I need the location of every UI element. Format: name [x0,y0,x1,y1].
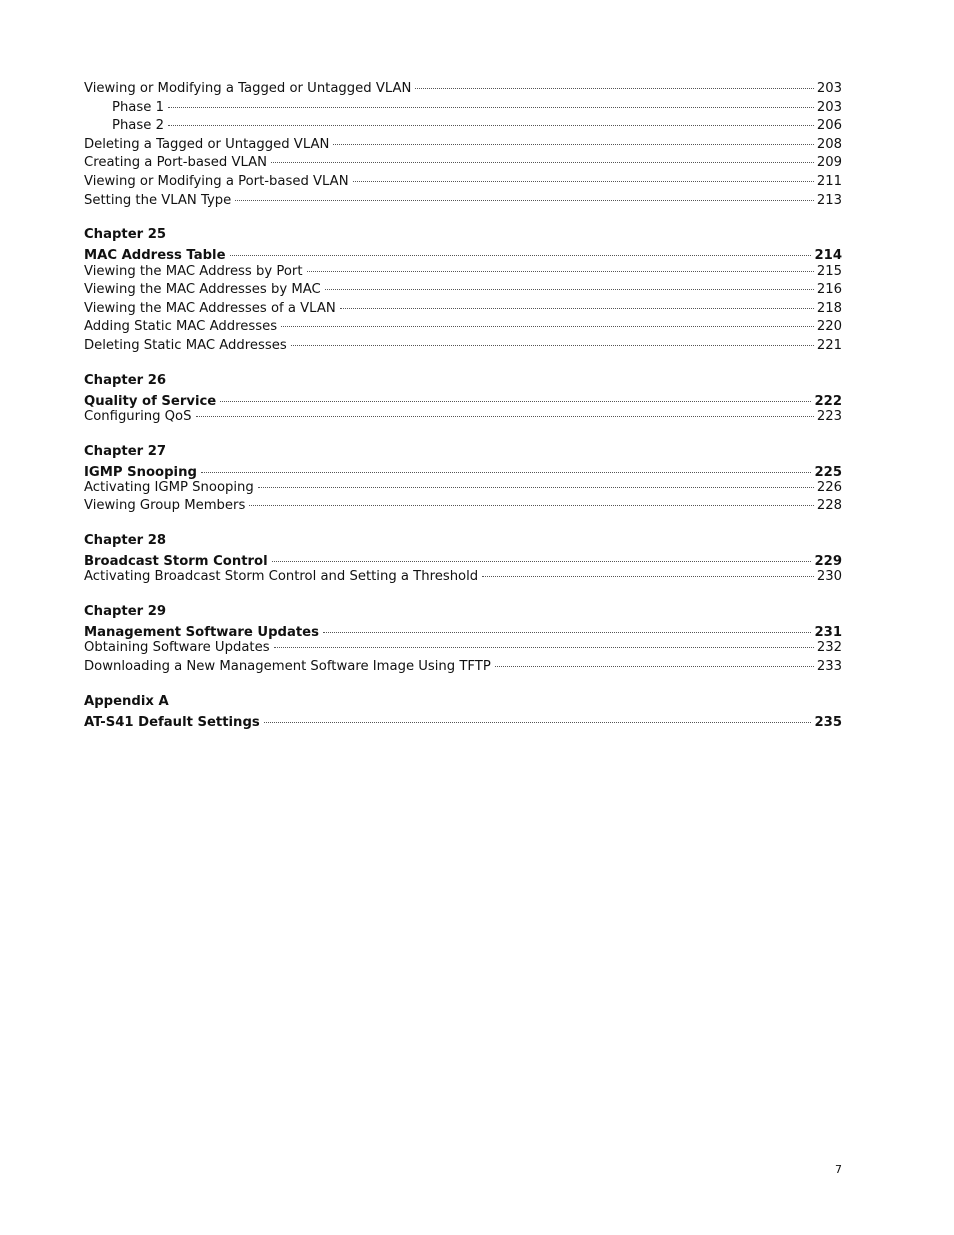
appendix-heading: Appendix A [84,693,169,709]
toc-entry-page: 211 [816,173,842,189]
dot-leader [274,647,814,648]
toc-entry-page: 218 [816,300,842,316]
toc-entry-page: 203 [816,81,842,96]
chapter-title-entry[interactable] [84,553,842,568]
toc-entry-label: Adding Static MAC Addresses [84,319,278,335]
dot-leader [353,181,814,182]
toc-entry[interactable] [84,479,842,498]
toc-entry[interactable] [84,337,842,356]
dot-leader [220,401,811,402]
toc-entry-label: Activating Broadcast Storm Control and Setting a Threshold [84,569,479,585]
toc-subentry[interactable] [84,99,842,118]
chapter-title: Management Software Updates [84,625,319,641]
dot-leader [340,308,814,309]
toc-entry-page: 206 [816,118,842,134]
page-number: 7 [835,1163,842,1176]
toc-entry[interactable] [84,658,842,677]
toc-subentry[interactable] [84,117,842,136]
toc-entry-page: 229 [814,554,842,570]
toc-entry-page: 222 [814,393,842,409]
chapter-title-entry[interactable] [84,624,842,639]
toc-entry-label: Deleting Static MAC Addresses [84,337,287,353]
dot-leader [272,561,812,562]
toc-entry-label: Creating a Port-based VLAN [84,155,268,171]
toc-entry-label: Activating IGMP Snooping [84,479,254,495]
dot-leader [281,326,814,327]
table-of-contents [84,80,842,729]
dot-leader [196,416,814,417]
toc-entry[interactable] [84,80,842,99]
chapter-title: Broadcast Storm Control [84,554,268,570]
appendix-title: AT-S41 Default Settings [84,714,260,730]
toc-entry-label: Obtaining Software Updates [84,640,270,656]
chapter-heading: Chapter 26 [84,372,167,388]
toc-entry-label: Viewing the MAC Addresses by MAC [84,282,321,298]
toc-entry-label: Viewing Group Members [84,498,246,514]
toc-entry-page: 213 [816,192,842,208]
toc-entry[interactable] [84,173,842,192]
dot-leader [323,632,812,633]
appendix-title-entry[interactable] [84,714,842,729]
toc-entry[interactable] [84,318,842,337]
toc-entry-page: 203 [816,99,842,115]
toc-entry-page: 231 [814,625,842,641]
toc-entry[interactable] [84,281,842,300]
toc-entry[interactable] [84,192,842,211]
dot-leader [325,289,814,290]
toc-entry-label: Downloading a New Management Software Image Using TFTP [84,659,491,675]
chapter-title: IGMP Snooping [84,464,197,480]
toc-entry-page: 232 [816,640,842,656]
toc-entry-page: 223 [816,408,842,424]
dot-leader [415,88,813,89]
dot-leader [168,125,814,126]
dot-leader [249,505,813,506]
toc-entry-page: 221 [816,337,842,353]
dot-leader [291,345,814,346]
dot-leader [168,107,814,108]
toc-entry-page: 230 [816,569,842,585]
toc-entry-page: 220 [816,319,842,335]
toc-entry-label: Viewing the MAC Addresses of a VLAN [84,300,336,316]
toc-entry[interactable] [84,497,842,516]
toc-entry-label: Setting the VLAN Type [84,192,232,208]
toc-entry-label: Phase 2 [112,118,164,134]
toc-entry[interactable] [84,639,842,658]
chapter-heading: Chapter 29 [84,604,167,620]
toc-entry-label: Phase 1 [112,99,164,115]
dot-leader [307,271,814,272]
chapter-title: MAC Address Table [84,248,226,264]
chapter-title: Quality of Service [84,393,217,409]
toc-entry[interactable] [84,300,842,319]
chapter-title-entry[interactable] [84,247,842,262]
toc-entry-page: 228 [816,498,842,514]
toc-entry-page: 214 [814,248,842,264]
dot-leader [271,162,814,163]
dot-leader [258,487,814,488]
chapter-title-entry[interactable] [84,393,842,408]
dot-leader [333,144,813,145]
toc-entry-page: 225 [814,464,842,480]
dot-leader [482,576,814,577]
toc-entry-page: 216 [816,282,842,298]
toc-entry-page: 209 [816,155,842,171]
toc-entry-page: 233 [816,659,842,675]
chapter-heading: Chapter 28 [84,533,167,549]
dot-leader [264,722,812,723]
chapter-title-entry[interactable] [84,464,842,479]
toc-entry-label: Deleting a Tagged or Untagged VLAN [84,136,330,152]
toc-entry[interactable] [84,263,842,282]
dot-leader [235,200,814,201]
chapter-heading: Chapter 27 [84,443,167,459]
toc-entry-page: 235 [814,714,842,730]
chapter-heading: Chapter 25 [84,227,167,243]
toc-entry-label: Viewing the MAC Address by Port [84,263,303,279]
toc-entry-label: Viewing or Modifying a Port-based VLAN [84,173,349,189]
toc-entry-page: 215 [816,263,842,279]
toc-entry[interactable] [84,154,842,173]
dot-leader [201,472,812,473]
dot-leader [230,255,812,256]
dot-leader [495,666,814,667]
toc-entry-page: 226 [816,479,842,495]
toc-entry-label: Configuring QoS [84,408,192,424]
toc-entry-page: 208 [816,136,842,152]
toc-entry[interactable] [84,136,842,155]
toc-entry[interactable] [84,568,842,587]
toc-entry-label: Viewing or Modifying a Tagged or Untagged VLAN [84,81,412,96]
